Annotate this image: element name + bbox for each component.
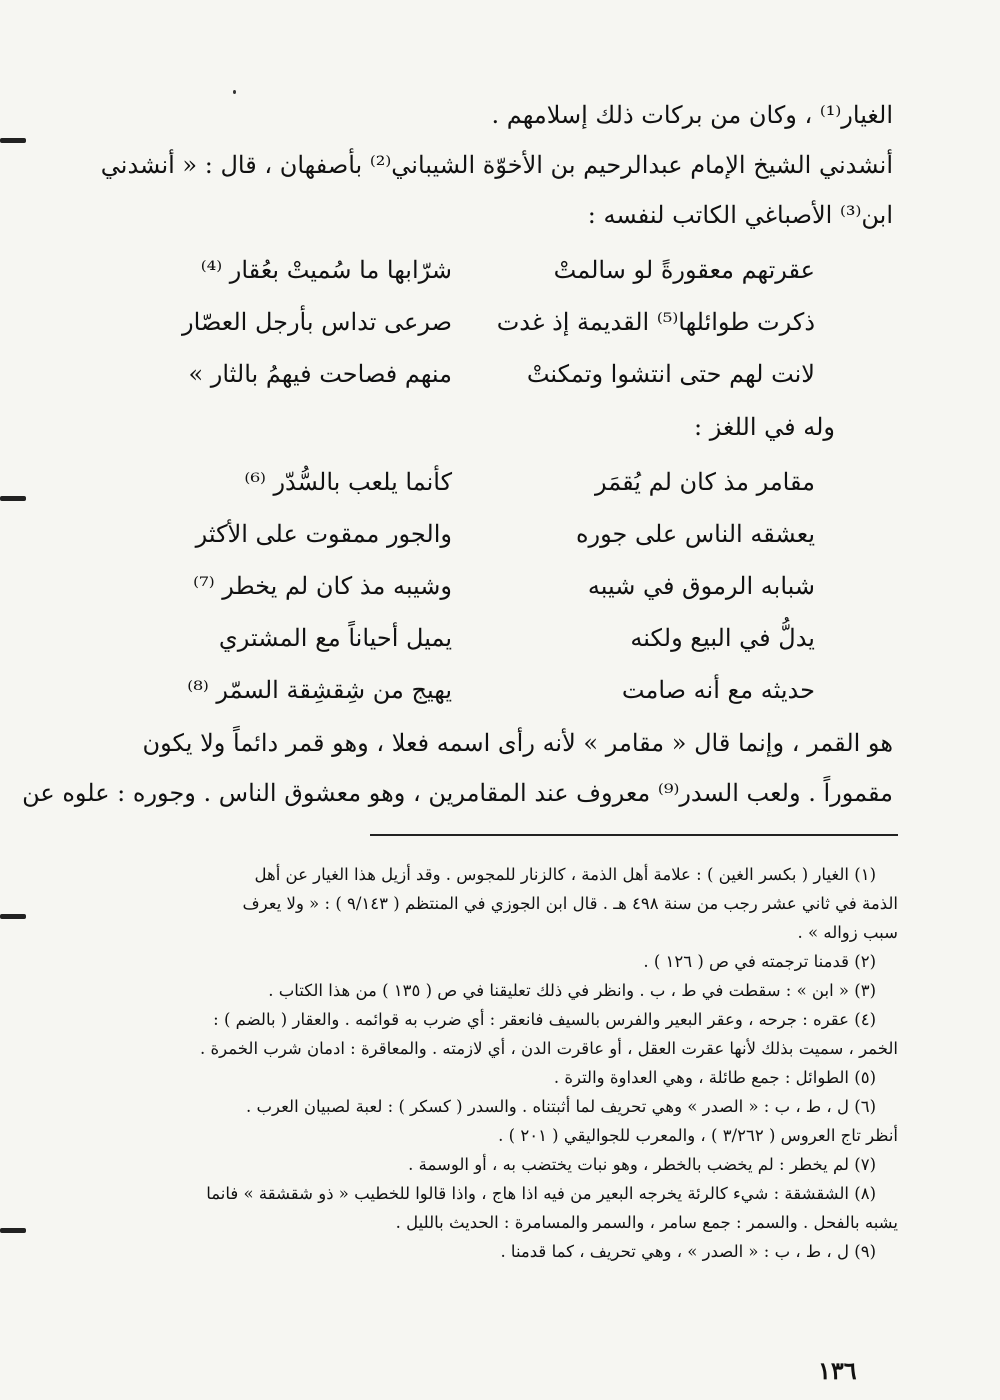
footnote-line: (٦) ل ، ط ، ب : « الصدر » وهي تحريف لما أثبتناه . والسدر ( كسكر ) : لعبة لصبيان العرب . bbox=[245, 1097, 876, 1116]
verse-line bbox=[150, 348, 850, 400]
footnote-line: أنظر تاج العروس ( ٣/٢٦٢ ) ، والمعرب للجواليقي ( ٢٠١ ) . bbox=[498, 1126, 898, 1145]
verse-line bbox=[150, 664, 850, 716]
verse-first-hemistich: مقامر مذ كان لم يُقمَر bbox=[595, 468, 815, 496]
verse-line bbox=[150, 560, 850, 612]
verse-second-hemistich: صرعى تداس بأرجل العصّار bbox=[182, 308, 452, 336]
verse-second-hemistich: كأنما يلعب بالسُّدّر ⁽⁶⁾ bbox=[244, 468, 452, 496]
prose-line: مقموراً . ولعب السدر⁽⁹⁾ معروف عند المقامرين ، وهو معشوق الناس . وجوره : علوه عن bbox=[22, 779, 893, 807]
footnote-divider bbox=[370, 834, 898, 836]
footnote-line: (٩) ل ، ط ، ب : « الصدر » ، وهي تحريف ، كما قدمنا . bbox=[500, 1242, 876, 1261]
verse-second-hemistich: منهم فصاحت فيهمُ بالثار » bbox=[188, 360, 452, 388]
verse-second-hemistich: والجور ممقوت على الأكثر bbox=[195, 520, 452, 548]
prose-line: الغيار⁽¹⁾ ، وكان من بركات ذلك إسلامهم . bbox=[491, 101, 893, 129]
binding-mark bbox=[0, 1228, 26, 1233]
verse-first-hemistich: يدلُّ في البيع ولكنه bbox=[630, 624, 815, 652]
footnote-line: (١) الغيار ( بكسر الغين ) : علامة أهل الذمة ، كالزنار للمجوس . وقد أزيل هذا الغيار عن أهل bbox=[254, 865, 876, 884]
prose-line: ابن⁽³⁾ الأصباغي الكاتب لنفسه : bbox=[587, 201, 893, 229]
poem-2 bbox=[150, 456, 850, 716]
verse-line bbox=[150, 296, 850, 348]
footnotes bbox=[112, 860, 898, 1266]
footnote-line: (٧) لم يخطر : لم يخضب بالخطر ، وهو نبات يختضب به ، أو الوسمة . bbox=[408, 1155, 876, 1174]
prose-top bbox=[100, 90, 893, 240]
binding-mark bbox=[0, 914, 26, 919]
verse-first-hemistich: ذكرت طوائلها⁽⁵⁾ القديمة إذ غدت bbox=[496, 308, 815, 336]
verse-first-hemistich: لانت لهم حتى انتشوا وتمكنتْ bbox=[526, 360, 815, 388]
footnote-line: يشبه بالفحل . والسمر : جمع سامر ، والسمر والمسامرة : الحديث بالليل . bbox=[395, 1213, 898, 1232]
footnote-line: (٤) عقره : جرحه ، وعقر البعير والفرس بالسيف فانعقر : أي ضرب به قوائمه . والعقار ( بالضم ) : bbox=[213, 1010, 876, 1029]
poem-1 bbox=[150, 244, 850, 400]
verse-second-hemistich: يميل أحياناً مع المشتري bbox=[218, 624, 452, 652]
binding-mark bbox=[0, 496, 26, 501]
prose-bottom bbox=[22, 718, 893, 818]
footnote-line: سبب زواله » . bbox=[797, 923, 898, 942]
footnote-line: (٢) قدمنا ترجمته في ص ( ١٢٦ ) . bbox=[643, 952, 876, 971]
footnote-line: (٥) الطوائل : جمع طائلة ، وهي العداوة والترة . bbox=[553, 1068, 876, 1087]
verse-first-hemistich: شبابه الرموق في شيبه bbox=[587, 572, 815, 600]
footnote-line: الخمر ، سميت بذلك لأنها عقرت العقل ، أو عاقرت الدن ، أي لازمته . والمعاقرة : ادمان شرب الخمرة . bbox=[200, 1039, 898, 1058]
prose-line: هو القمر ، وإنما قال « مقامر » لأنه رأى اسمه فعلا ، وهو قمر دائماً ولا يكون bbox=[142, 729, 893, 757]
footnote-line: الذمة في ثاني عشر رجب من سنة ٤٩٨ هـ . قال ابن الجوزي في المنتظم ( ٩/١٤٣ ) : « ولا يعرف bbox=[242, 894, 898, 913]
verse-second-hemistich: شرّابها ما سُميتْ بعُقار ⁽⁴⁾ bbox=[200, 256, 452, 284]
verse-line bbox=[150, 508, 850, 560]
verse-first-hemistich: يعشقه الناس على جوره bbox=[575, 520, 815, 548]
footnote-line: (٣) « ابن » : سقطت في ط ، ب . وانظر في ذلك تعليقنا في ص ( ١٣٥ ) من هذا الكتاب . bbox=[268, 981, 876, 1000]
verse-first-hemistich: حديثه مع أنه صامت bbox=[621, 676, 815, 704]
footnote-line: (٨) الشقشقة : شيء كالرئة يخرجه البعير من فيه اذا هاج ، واذا قالوا للخطيب « ذو شقشقة » فانما bbox=[206, 1184, 876, 1203]
riddle-intro: وله في اللغز : bbox=[694, 413, 835, 441]
prose-line: أنشدني الشيخ الإمام عبدالرحيم بن الأخوّة الشيباني⁽²⁾ بأصفهان ، قال : « أنشدني bbox=[100, 151, 893, 179]
verse-line bbox=[150, 612, 850, 664]
verse-line bbox=[150, 456, 850, 508]
verse-first-hemistich: عقرتهم معقورةً لو سالمتْ bbox=[553, 256, 815, 284]
page-number: ١٣٦ bbox=[818, 1356, 857, 1385]
verse-second-hemistich: يهيج من شِقشِقة السمّر ⁽⁸⁾ bbox=[187, 676, 452, 704]
verse-line bbox=[150, 244, 850, 296]
binding-mark bbox=[0, 138, 26, 143]
riddle-intro-block bbox=[115, 402, 893, 452]
verse-second-hemistich: وشيبه مذ كان لم يخطر ⁽⁷⁾ bbox=[193, 572, 452, 600]
